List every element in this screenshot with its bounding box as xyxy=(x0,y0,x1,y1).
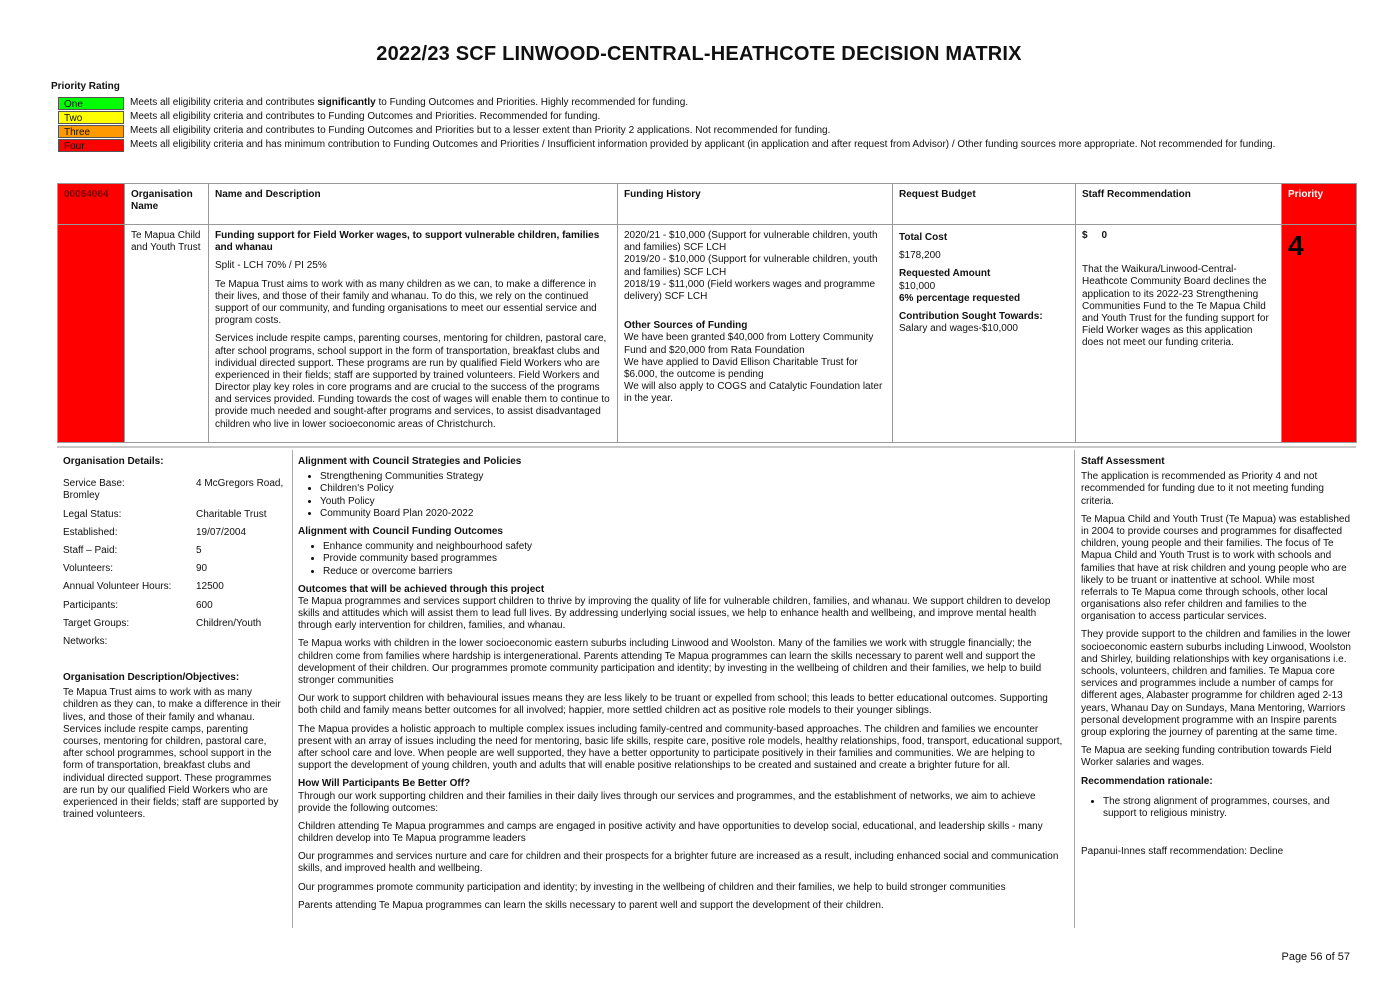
list-item: • Community Board Plan 2020-2022 xyxy=(320,508,1064,520)
detail-target-groups: Target Groups: Children/Youth xyxy=(63,617,262,629)
legend-text-four: Meets all eligibility criteria and has minimum contribution to Funding Outcomes and Priorities / Insufficient information provided by applicant (in application and after request from Advisor) / Other funding sources more appropriate. Not recommended for funding. xyxy=(130,139,1276,150)
priority-swatch-three: Three xyxy=(58,125,124,138)
request-budget-cell xyxy=(893,225,1076,443)
project-outcomes-heading: Outcomes that will be achieved through this project xyxy=(298,583,545,595)
better-off-p4: Our programmes promote community participation and identity; by investing in the wellbeing of children and their families, we help to build stronger communities xyxy=(298,881,1006,893)
detail-participants: Participants: 600 xyxy=(63,599,213,611)
decision-table xyxy=(57,183,1357,443)
priority-value: 4 xyxy=(1288,230,1304,261)
legend-row-three xyxy=(58,125,1318,138)
description-p1: Te Mapua Trust aims to work with as many children as we can, to make a difference in their lives, and those of their family and whanau. To do this, we rely on the continued support of our community, and funding organisations to meet our essential service and program costs. xyxy=(215,278,597,327)
contribution-value: Salary and wages-$10,000 xyxy=(899,323,1018,335)
list-item: • Youth Policy xyxy=(320,496,1064,508)
detail-networks: Networks: xyxy=(63,635,108,647)
org-description-heading: Organisation Description/Objectives: xyxy=(63,672,240,684)
org-description-text: Te Mapua Trust aims to work with as many children as they can, to make a difference in their lives, and those of their family and whanau. Services include respite camps, parenting courses, mentoring for children, pastoral care, after school programmes, school support in the form of transportation, breakfast clubs and individual directed support. These programmes are run by our qualified Field Workers who are experienced in their fields; staff are supported by trained volunteers. xyxy=(63,687,281,821)
better-off-p3: Our programmes and services nurture and care for children and their prospects for a brighter future are increased as a result, including enhanced social and communication skills, and improved health and wellbeing. xyxy=(298,851,1059,875)
rationale-list xyxy=(1081,796,1351,820)
legend-text-one: Meets all eligibility criteria and contributes significantly to Funding Outcomes and Priorities. Highly recommended for funding. xyxy=(130,97,689,108)
staff-recommendation-cell xyxy=(1076,225,1282,443)
detail-staff-paid: Staff – Paid: 5 xyxy=(63,544,202,556)
staff-assessment-p2: Te Mapua Child and Youth Trust (Te Mapua) was established in 2004 to provide courses and programmes for disaffected children, young people and their families. The focus of Te Mapua Child and Youth Trust is to work with schools and families that have at risk children and young people who are likely to be truant or inattentive at school. While most referrals to Te Mapua come through schools, other local organisations also refer children and families to the organisation to access particular services. xyxy=(1081,513,1351,623)
rationale-heading: Recommendation rationale: xyxy=(1081,775,1213,787)
strategies-heading: Alignment with Council Strategies and Policies xyxy=(298,456,522,467)
column-divider-1 xyxy=(292,450,293,928)
description-title: Funding support for Field Worker wages, to support vulnerable children, families and whanau xyxy=(215,230,600,254)
header-org-name: Organisation Name xyxy=(125,184,209,225)
list-item: • Reduce or overcome barriers xyxy=(323,566,1064,578)
funding-history-list: 2020/21 - $10,000 (Support for vulnerable children, youth and families) SCF LCH 2019/20 - $10,000 (Support for vulnerable children, youth and families) SCF LCH 2018/19 - $11,000 (Field workers wages and programme delivery) SCF LCH xyxy=(624,230,878,302)
project-outcomes-p1: Te Mapua programmes and services support children to thrive by improving the quality of life for vulnerable children, families, and whanau. We support children to develop skills and attitudes which will assist them to lead full lives. By addressing underlying social issues, we help to enhance health and wellbeing, and improve mental health through early intervention for children, families, and whanau. xyxy=(298,595,1051,632)
better-off-p1: Through our work supporting children and their families in their daily lives through our services and programmes, and the establishment of networks, we aim to achieve provide the following outcomes: xyxy=(298,790,1036,814)
legend-row-two xyxy=(58,111,1318,124)
header-name-description: Name and Description xyxy=(209,184,618,225)
staff-assessment-p4: Te Mapua are seeking funding contribution towards Field Worker salaries and wages. xyxy=(1081,745,1332,769)
outcomes-heading: Alignment with Council Funding Outcomes xyxy=(298,525,503,537)
better-off-p2: Children attending Te Mapua programmes and camps are engaged in positive activity and have opportunities to develop social, educational, and leadership skills - many children develop into Te Mapua programme leaders xyxy=(298,820,1043,845)
legend-row-four xyxy=(58,139,1318,152)
staff-assessment-p1: The application is recommended as Priority 4 and not recommended for funding due to it not meeting funding criteria. xyxy=(1081,471,1324,507)
staff-assessment-heading: Staff Assessment xyxy=(1081,456,1165,467)
priority-legend xyxy=(58,97,1318,153)
strategies-list xyxy=(298,471,1064,520)
papanui-recommendation: Papanui-Innes staff recommendation: Decline xyxy=(1081,846,1284,858)
list-item: • Strengthening Communities Strategy xyxy=(320,471,1064,483)
list-item: • Provide community based programmes xyxy=(323,553,1064,565)
detail-legal-status: Legal Status: Charitable Trust xyxy=(63,508,267,520)
detail-volunteer-hours: Annual Volunteer Hours: 12500 xyxy=(63,581,224,593)
better-off-heading: How Will Participants Be Better Off? xyxy=(298,778,471,790)
better-off-p5: Parents attending Te Mapua programmes can learn the skills necessary to parent well and support the development of their children. xyxy=(298,899,884,911)
staff-amount: $ 0 xyxy=(1082,230,1108,241)
legend-row-one xyxy=(58,97,1318,110)
header-request-budget: Request Budget xyxy=(893,184,1076,225)
alignment-section xyxy=(298,456,1064,918)
priority-swatch-four: Four xyxy=(58,139,124,152)
page-title: 2022/23 SCF LINWOOD-CENTRAL-HEATHCOTE DECISION MATRIX xyxy=(376,43,1022,65)
priority-swatch-one: One xyxy=(58,97,124,110)
organisation-details xyxy=(63,456,288,821)
header-priority: Priority xyxy=(1282,184,1357,225)
staff-recommendation-text: That the Waikura/Linwood-Central-Heathcote Community Board declines the application to its 2022-23 Strengthening Communities Fund to the Te Mapua Child and Youth Trust for the funding support for Field Worker wages as this application does not meet our funding criteria. xyxy=(1082,264,1269,349)
total-cost-value: $178,200 xyxy=(899,250,941,262)
other-sources-text: We have been granted $40,000 from Lottery Community Fund and $20,000 from Rata Foundation We have applied to David Ellison Charitable Trust for $6.000, the outcome is pending We will also apply to COGS and Catalytic Foundation later in the year. xyxy=(624,332,883,405)
description-cell xyxy=(209,225,618,443)
requested-heading: Requested Amount xyxy=(899,268,991,280)
contribution-heading: Contribution Sought Towards: xyxy=(899,310,1043,322)
column-divider-2 xyxy=(1074,450,1075,928)
funding-split: Split - LCH 70% / PI 25% xyxy=(215,260,327,272)
header-funding-history: Funding History xyxy=(618,184,893,225)
id-color-cell xyxy=(58,225,125,443)
list-item: • Children's Policy xyxy=(320,483,1064,495)
header-staff-recommendation: Staff Recommendation xyxy=(1076,184,1282,225)
priority-cell xyxy=(1282,225,1357,443)
requested-value: $10,000 xyxy=(899,280,936,292)
project-outcomes-p4: The Mapua provides a holistic approach to multiple complex issues including family-centred and community-based approaches. The children and families we encounter present with an array of issues including the need for mentoring, basic life skills, respite care, positive role models, healthy relationships, food, transport, educational support, after school care and love. When people are well supported, they have a better opportunity to participate positively in their families and communities. We are helping to support the development of young children, youth and adults that will enable positive relationships to be created and sustained and create a brighter future for all. xyxy=(298,723,1063,772)
detail-service-base: Service Base: 4 McGregors Road, Bromley xyxy=(63,478,284,502)
priority-swatch-two: Two xyxy=(58,111,124,124)
legend-text-two: Meets all eligibility criteria and contributes to Funding Outcomes and Priorities. Recommended for funding. xyxy=(130,111,601,122)
outcomes-list xyxy=(298,541,1064,578)
total-cost-heading: Total Cost xyxy=(899,232,948,243)
org-details-heading: Organisation Details: xyxy=(63,456,164,467)
detail-established: Established: 19/07/2004 xyxy=(63,526,247,538)
org-name-cell: Te Mapua Child and Youth Trust xyxy=(125,225,209,443)
staff-assessment-p3: They provide support to the children and families in the lower socioeconomic eastern suburbs including Linwood, Woolston and Shirley, building relationships with key organisations i.e. schools, volunteers, children and families. Te Mapua core services and programmes include a number of camps for different ages, Alabaster programme for children aged 2-13 years, Whanau Day on Sundays, Mana Mentoring, Warriors personal development programme with an Inspire parents group exploring the journey of parenting at the same time. xyxy=(1081,629,1351,738)
list-item: • Enhance community and neighbourhood safety xyxy=(323,541,1064,553)
description-p2: Services include respite camps, parenting courses, mentoring for children, pastoral care, after school programs, school support in the form of transportation, breakfast clubs and individual directed support. These programs are run by qualified Field Workers who are experienced in their fields; staff are supported by trained volunteers. Field Workers and Director play key roles in core programs and are crucial to the success of the programs and services provided. Funding towards the cost of wages will enable them to continue to provide much needed and sought-after programs and services, to assist disadvantaged children who live in lower socioeconomic areas of Christchurch. xyxy=(215,333,610,430)
project-outcomes-p3: Our work to support children with behavioural issues means they are less likely to be truant or expelled from school; this leads to better educational outcomes. Supporting both child and family means better outcomes for all involved; happier, more settled children act as positive role models to their younger siblings. xyxy=(298,693,1048,717)
legend-text-three: Meets all eligibility criteria and contributes to Funding Outcomes and Priorities but to a lesser extent than Priority 2 applications. Not recommended for funding. xyxy=(130,125,831,136)
staff-assessment xyxy=(1081,456,1351,858)
application-id: 00064064 xyxy=(58,184,125,225)
percentage-requested: 6% percentage requested xyxy=(899,292,1021,304)
section-divider xyxy=(57,446,1356,448)
funding-history-cell xyxy=(618,225,893,443)
page-number: Page 56 of 57 xyxy=(1281,951,1350,963)
priority-rating-heading: Priority Rating xyxy=(51,81,120,92)
project-outcomes-p2: Te Mapua works with children in the lower socioeconomic eastern suburbs including Linwood and Woolston. Many of the families we work with struggle financially; the children come from families where hardship is intergenerational. Parents attending Te Mapua programmes can learn the skills necessary to parent well and support the development of their children. Our programmes promote community participation and identity; by investing in the wellbeing of children and their families, we help to build stronger communities xyxy=(298,638,1042,686)
detail-volunteers: Volunteers: 90 xyxy=(63,563,208,575)
list-item: • The strong alignment of programmes, courses, and support to religious ministry. xyxy=(1103,796,1351,820)
other-sources-heading: Other Sources of Funding xyxy=(624,320,748,332)
